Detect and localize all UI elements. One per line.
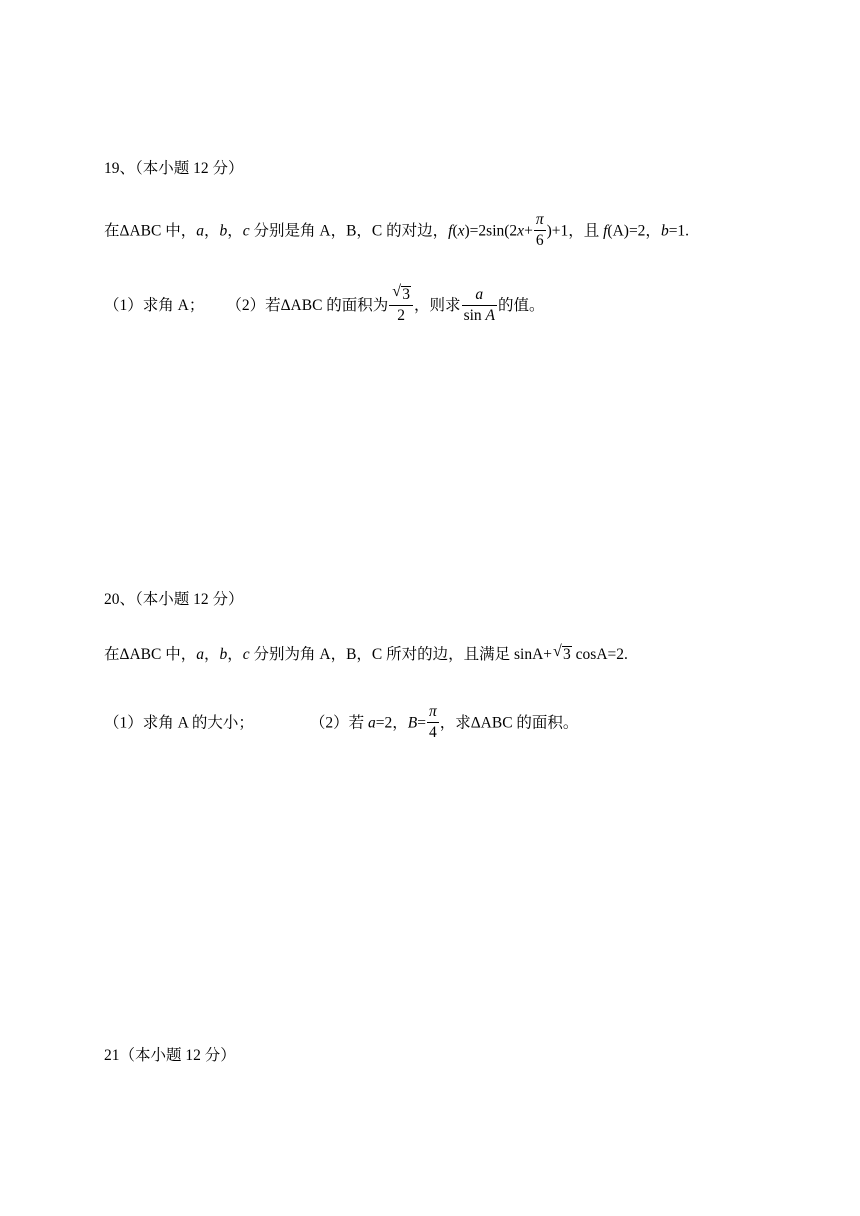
q19-part-2-text-1: （2）若ΔABC 的面积为 (226, 296, 389, 314)
q19-stem-text-2: 分别是角 A，B，C 的对边， (249, 222, 449, 240)
var-a: a (367, 714, 376, 732)
q20-part-2-text-2: =2， (375, 714, 408, 732)
fraction-numerator: π (427, 704, 439, 723)
comma: ， (203, 646, 220, 663)
equals-sign: = (417, 714, 426, 732)
var-a: a (196, 222, 204, 240)
sqrt-symbol: √ 3 (553, 643, 571, 663)
q20-stem-text-2: 分别为角 A，B，C 所对的边，且满足 sinA+ (249, 646, 553, 663)
q19-header: 19、（本小题 12 分） (104, 160, 244, 177)
fraction-pi-over-6 (534, 212, 546, 250)
q19-stem-text-5: (A)=2， (607, 222, 661, 240)
fraction-denominator: 6 (535, 232, 544, 250)
q19-stem-text-6: =1. (668, 222, 690, 240)
q20-stem-text-3: cosA=2. (571, 646, 628, 663)
q20-stem (104, 643, 628, 663)
var-c: c (242, 222, 250, 240)
plus-sign: + (524, 222, 533, 240)
q19-parts (104, 283, 545, 326)
fraction-denominator (462, 306, 497, 324)
comma: ， (227, 646, 243, 663)
q20-parts (104, 705, 578, 743)
fraction-numerator (389, 283, 413, 306)
q19-stem (104, 213, 689, 251)
fraction-pi-over-4 (427, 704, 439, 742)
var-x: x (517, 222, 525, 240)
fraction-denominator: 2 (397, 307, 406, 325)
q19-part-1: （1）求角 A； (104, 296, 205, 314)
fraction-numerator: a (462, 287, 497, 306)
var-B: B (407, 714, 418, 732)
func-f: f (603, 222, 608, 240)
paren: ( (452, 222, 458, 240)
comma: ， (203, 222, 220, 240)
q19-part-2-text-3: 的值。 (498, 296, 545, 314)
fraction-numerator: π (534, 212, 546, 231)
q20-part-2-text-1: （2）若 (309, 714, 368, 732)
q20-part-2-text-3: ，求ΔABC 的面积。 (439, 714, 579, 732)
q19-part-2-text-2: ，则求 (414, 296, 461, 314)
sqrt-value: 3 (563, 646, 571, 663)
var-b: b (219, 222, 228, 240)
var-c: c (242, 646, 250, 663)
q20-stem-text-1: 在ΔABC 中， (104, 646, 197, 663)
q20-part-1: （1）求角 A 的大小； (104, 714, 254, 732)
q19-stem-text-3: )=2sin(2 (464, 222, 518, 240)
sqrt-symbol: √ 3 (392, 283, 411, 303)
var-x: x (457, 222, 465, 240)
q19-stem-text-1: 在ΔABC 中， (104, 222, 197, 240)
fraction-denominator: 4 (428, 724, 437, 742)
comma: ， (227, 222, 243, 240)
q19-stem-text-4: )+1，且 (546, 222, 604, 240)
sqrt-value: 3 (402, 286, 411, 303)
fraction-a-over-sinA (462, 287, 497, 325)
q21-header: 21（本小题 12 分） (104, 1047, 236, 1064)
q20-header: 20、（本小题 12 分） (104, 591, 244, 608)
fraction-sqrt3-over-2 (389, 283, 413, 325)
var-b: b (660, 222, 669, 240)
func-f: f (448, 222, 453, 240)
var-a: a (196, 646, 204, 663)
var-A: A (485, 306, 495, 324)
sin-label: sin (463, 306, 486, 324)
var-b: b (219, 646, 228, 663)
